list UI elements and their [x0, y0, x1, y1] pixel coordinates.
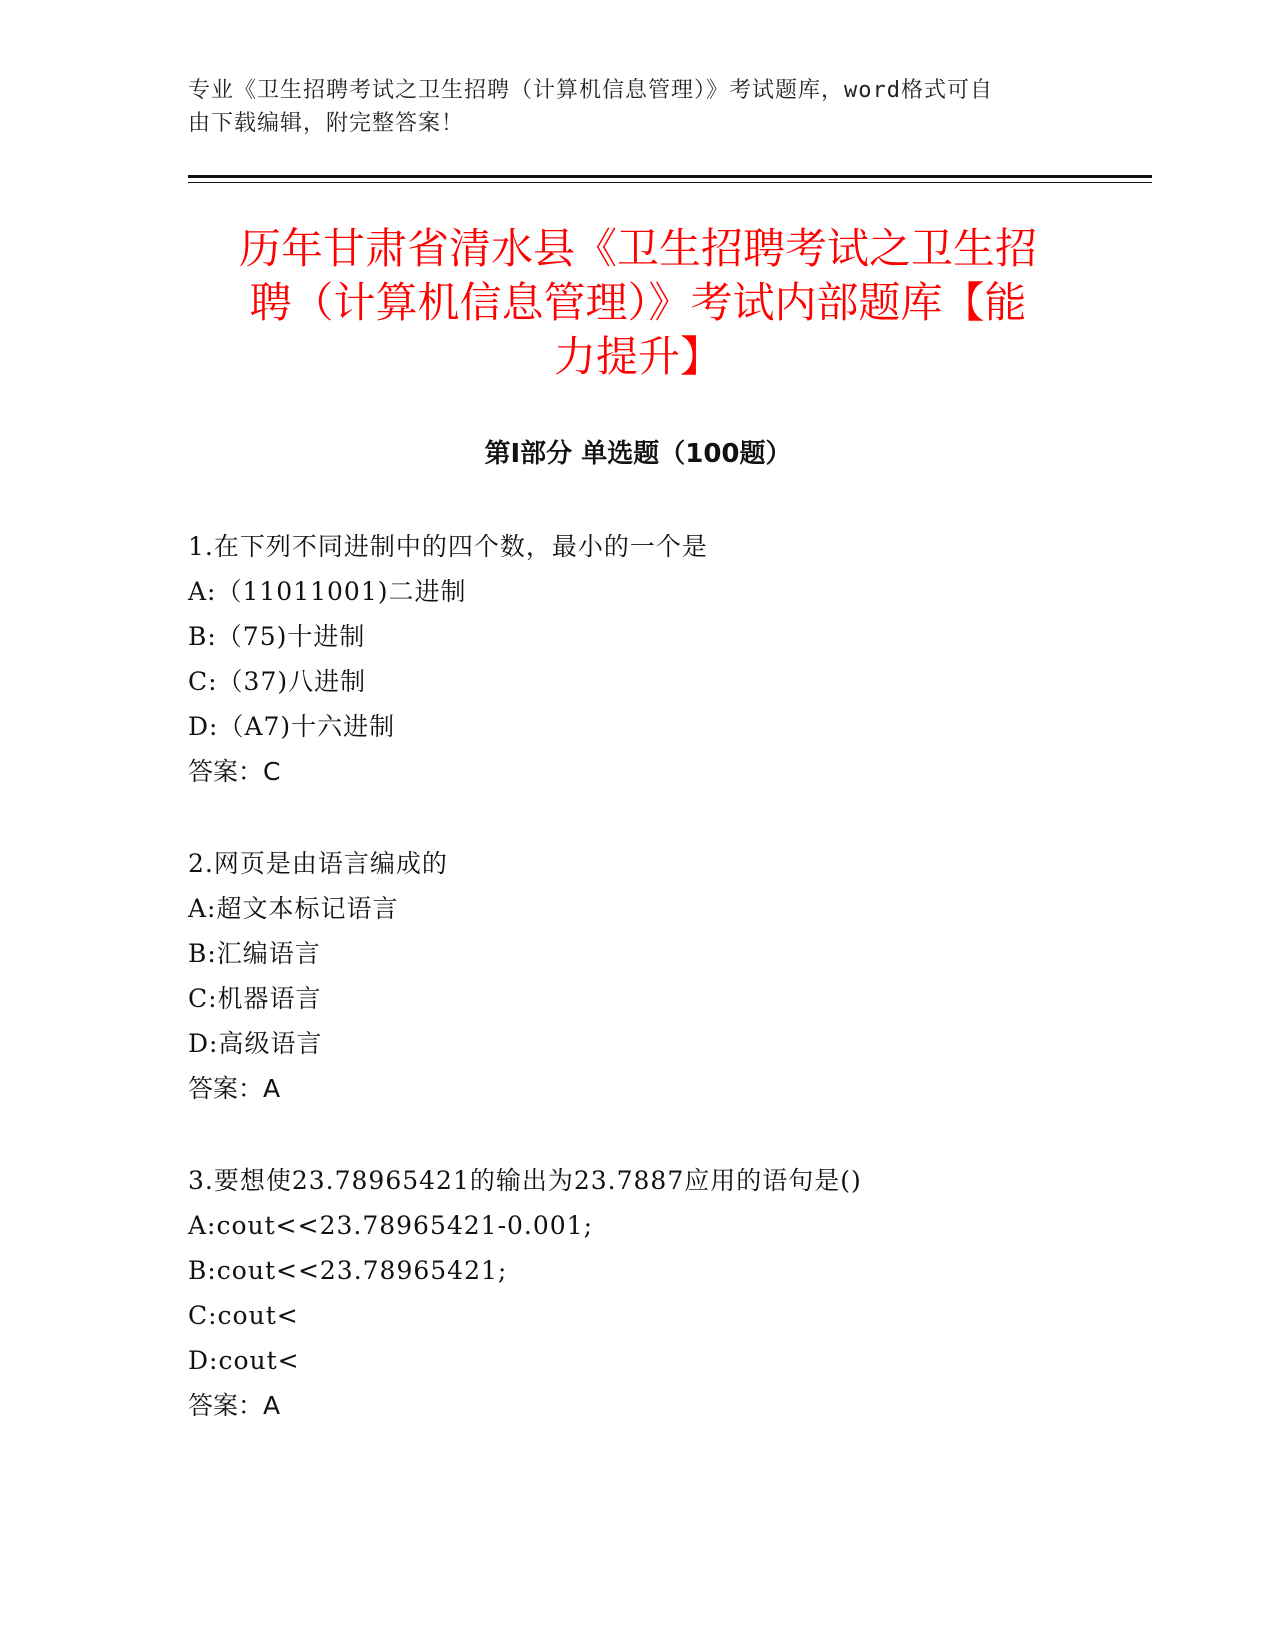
answer: 答案：A: [188, 1391, 281, 1420]
document-title-line-3: 力提升】: [553, 332, 722, 381]
option-b: B:汇编语言: [188, 939, 321, 968]
option-c: C:机器语言: [188, 984, 322, 1013]
answer: 答案：A: [188, 1074, 281, 1103]
option-a: A:cout<<23.78965421-0.001;: [188, 1211, 594, 1240]
header-note-line-1: 专业《卫生招聘考试之卫生招聘（计算机信息管理）》考试题库，word格式可自: [188, 78, 993, 103]
option-d: D:（A7)十六进制: [188, 712, 396, 741]
question-2: [188, 841, 1088, 1111]
option-c: C:（37)八进制: [188, 667, 367, 696]
option-d: D:高级语言: [188, 1029, 323, 1058]
question-stem: 3.要想使23.78965421的输出为23.7887应用的语句是(): [188, 1166, 862, 1195]
question-stem: 2.网页是由语言编成的: [188, 849, 448, 878]
question-3: [188, 1158, 1088, 1428]
option-a: A:超文本标记语言: [188, 894, 399, 923]
header-note: [188, 74, 1088, 140]
question-stem: 1.在下列不同进制中的四个数，最小的一个是: [188, 532, 708, 561]
option-c: C:cout<: [188, 1301, 299, 1330]
document-title: [188, 222, 1088, 384]
header-rule-thick: [188, 175, 1152, 178]
option-a: A:（11011001)二进制: [188, 577, 467, 606]
header-rule-thin: [188, 182, 1152, 183]
option-b: B:cout<<23.78965421;: [188, 1256, 508, 1285]
option-d: D:cout<: [188, 1346, 300, 1375]
document-title-line-2: 聘（计算机信息管理）》考试内部题库【能: [249, 278, 1027, 327]
answer: 答案：C: [188, 757, 281, 786]
question-1: [188, 524, 1088, 794]
section-heading: 第Ⅰ部分 单选题（100题）: [484, 439, 792, 469]
option-b: B:（75)十进制: [188, 622, 366, 651]
header-note-line-2: 由下载编辑，附完整答案！: [188, 111, 465, 136]
document-title-line-1: 历年甘肃省清水县《卫生招聘考试之卫生招: [238, 224, 1037, 273]
